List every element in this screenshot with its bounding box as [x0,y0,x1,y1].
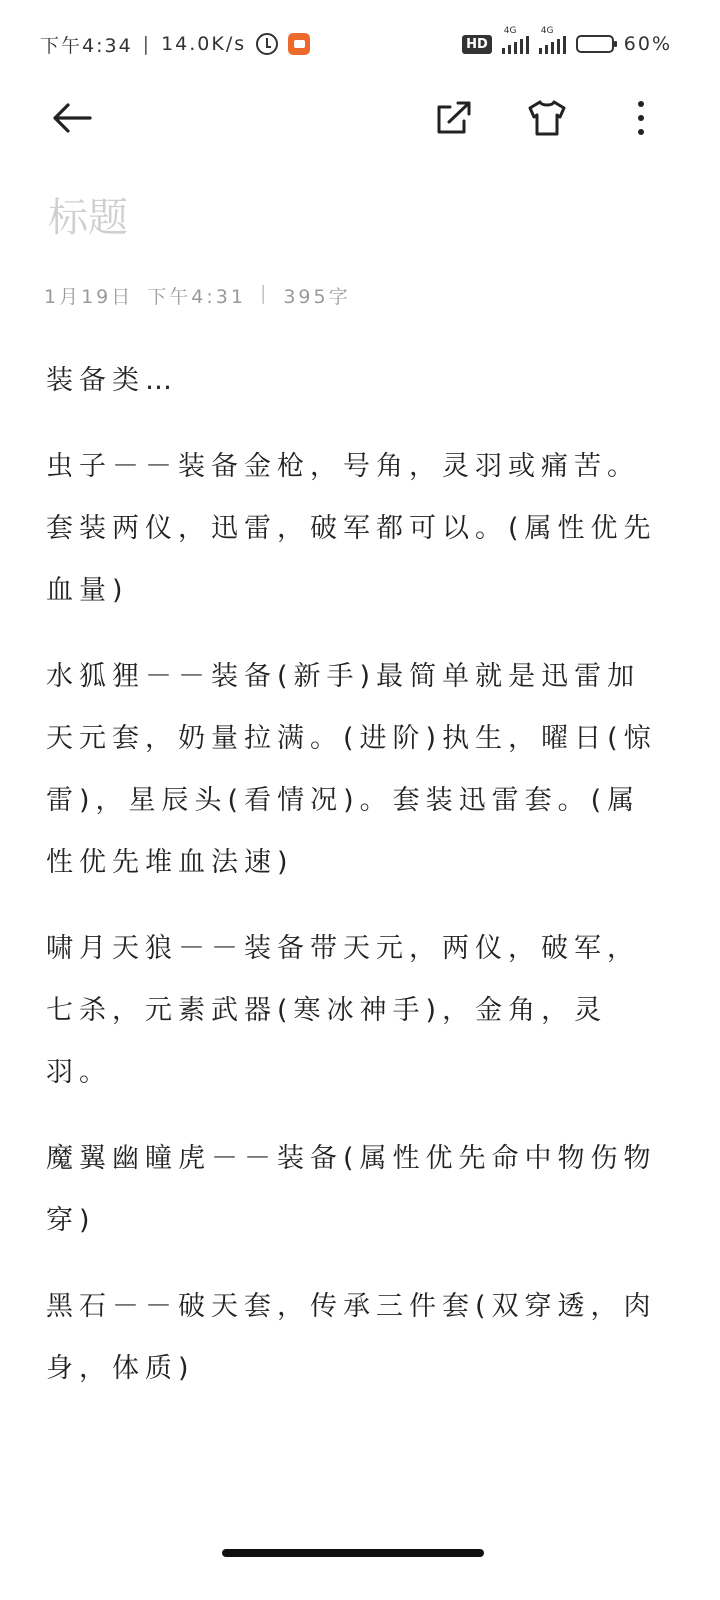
back-arrow-icon [50,100,94,136]
status-separator: | [142,33,152,55]
note-title-input[interactable]: 标题 [48,195,128,241]
note-paragraph[interactable]: 装备类… [46,365,178,396]
more-vertical-icon [636,100,646,136]
signal-2-icon [539,26,566,54]
note-paragraph[interactable]: 黑石－－破天套，传承三件套(双穿透，肉身，体质) [46,1291,657,1384]
battery-text: 60% [623,33,672,55]
theme-button[interactable] [519,90,575,146]
status-time: 下午4:34 [40,34,133,57]
note-body[interactable] [46,350,666,1424]
screen-record-icon [288,33,310,55]
share-export-icon [434,98,474,138]
meta-separator: | [259,282,270,304]
top-toolbar [0,90,720,146]
note-paragraph[interactable]: 魔翼幽瞳虎－－装备(属性优先命中物伤物穿) [46,1143,657,1236]
word-count: 395字 [283,286,351,308]
status-left [40,31,310,58]
signal-1-label: 4G [503,26,517,36]
hd-voice-icon: HD [462,35,492,54]
network-speed: 14.0K/s [161,33,247,55]
note-paragraph[interactable]: 虫子－－装备金枪，号角，灵羽或痛苦。套装两仪，迅雷，破军都可以。(属性优先血量) [46,451,657,606]
note-paragraph[interactable]: 啸月天狼－－装备带天元，两仪，破军，七杀，元素武器(寒冰神手)，金角，灵羽。 [46,933,640,1088]
note-date: 1月19日 [44,286,134,308]
tshirt-icon [526,98,568,138]
note-meta [44,282,351,309]
status-right [462,26,672,55]
note-paragraph[interactable]: 水狐狸－－装备(新手)最简单就是迅雷加天元套，奶量拉满。(进阶)执生，曜日(惊雷)，星辰头(看情况)。套装迅雷套。(属性优先堆血法速) [46,661,657,878]
back-button[interactable] [44,90,100,146]
signal-2-label: 4G [540,26,554,36]
share-button[interactable] [426,90,482,146]
battery-icon [576,35,614,53]
alarm-icon [256,33,278,55]
signal-1-icon [502,26,529,54]
home-indicator[interactable] [222,1549,484,1557]
note-time: 下午4:31 [147,286,246,308]
more-button[interactable] [613,90,669,146]
status-bar [0,0,720,88]
